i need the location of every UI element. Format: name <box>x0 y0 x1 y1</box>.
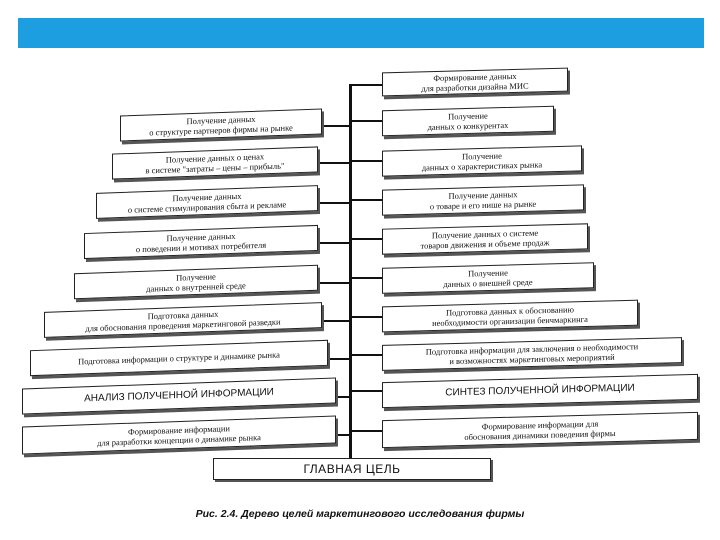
goal-label: Получение данных о системе товаров движения и объеме продаж <box>420 227 550 251</box>
right-goal-box <box>382 223 588 254</box>
goal-label: Получение данных о товаре и его нише на рынке <box>429 189 537 212</box>
left-goal-box <box>22 378 336 415</box>
left-goal-box <box>84 225 318 259</box>
main-goal-label: ГЛАВНАЯ ЦЕЛЬ <box>303 462 401 476</box>
header-bar <box>18 18 704 48</box>
right-goal-box <box>382 68 568 97</box>
goal-label: Получение данных о структуре партнеров фирмы на рынке <box>149 113 293 138</box>
goal-label: Формирование информации для обоснования динамики поведения фирмы <box>464 418 616 442</box>
connector <box>352 238 382 240</box>
goal-label: Формирование информации для разработки концепции о динамике рынка <box>97 423 261 448</box>
right-goal-box <box>382 412 698 448</box>
goal-label: Получение данных о поведении и мотивах потребителя <box>135 230 267 255</box>
goal-label: СИНТЕЗ ПОЛУЧЕННОЙ ИНФОРМАЦИИ <box>445 382 635 399</box>
connector <box>352 430 382 432</box>
main-goal-box <box>213 458 491 480</box>
goal-label: Получение данных о характеристиках рынка <box>421 150 543 173</box>
connector <box>352 354 382 356</box>
left-goal-box <box>44 302 322 338</box>
left-goal-box <box>22 416 336 455</box>
goal-label: Получение данных о системе стимулирования сбыта и рекламе <box>127 190 287 215</box>
right-goal-box <box>382 106 554 137</box>
connector <box>318 242 349 244</box>
connector <box>322 320 349 322</box>
figure-caption: Рис. 2.4. Дерево целей маркетингового исследования фирмы <box>195 508 525 520</box>
left-goal-box <box>96 185 318 219</box>
connector <box>352 84 382 86</box>
goal-label: АНАЛИЗ ПОЛУЧЕННОЙ ИНФОРМАЦИИ <box>84 386 274 405</box>
connector <box>328 358 349 360</box>
connector <box>318 202 349 204</box>
goal-label: Подготовка данных к обоснованию необходимости организации бенчмаркинга <box>432 304 588 329</box>
left-goal-box <box>30 340 328 376</box>
goal-label: Подготовка информации о структуре и динамике рынка <box>78 349 280 367</box>
right-goal-box <box>382 374 698 408</box>
right-goal-box <box>382 262 594 294</box>
connector <box>352 160 382 162</box>
goal-label: Подготовка данных для обоснования проведения маркетинговой разведки <box>85 308 281 334</box>
goal-label: Получение данных о внутренней среде <box>146 271 246 294</box>
right-goal-box <box>382 300 638 333</box>
right-goal-box <box>382 184 584 215</box>
right-goal-box <box>382 145 582 176</box>
goal-label: Подготовка информации для заключения о необходимости и возможностях маркетинговых мероприятий <box>425 341 639 367</box>
right-goal-box <box>382 337 682 371</box>
goal-label: Получение данных о ценах в системе "затраты – цены – прибыль" <box>145 151 285 176</box>
connector <box>336 434 349 436</box>
connector <box>352 120 382 122</box>
goal-label: Получение данных о внешней среде <box>443 267 533 290</box>
left-goal-box <box>74 265 318 300</box>
tree-trunk <box>349 84 352 460</box>
connector <box>336 396 349 398</box>
goal-label: Получение данных о конкурентах <box>427 110 509 133</box>
left-goal-box <box>112 146 318 179</box>
connector <box>352 316 382 318</box>
connector <box>322 125 349 127</box>
connector <box>352 199 382 201</box>
connector <box>318 282 349 284</box>
connector <box>352 277 382 279</box>
connector <box>318 162 349 164</box>
connector <box>352 390 382 392</box>
goal-label: Формирование данных для разработки дизайна МИС <box>421 70 529 94</box>
left-goal-box <box>120 108 322 141</box>
